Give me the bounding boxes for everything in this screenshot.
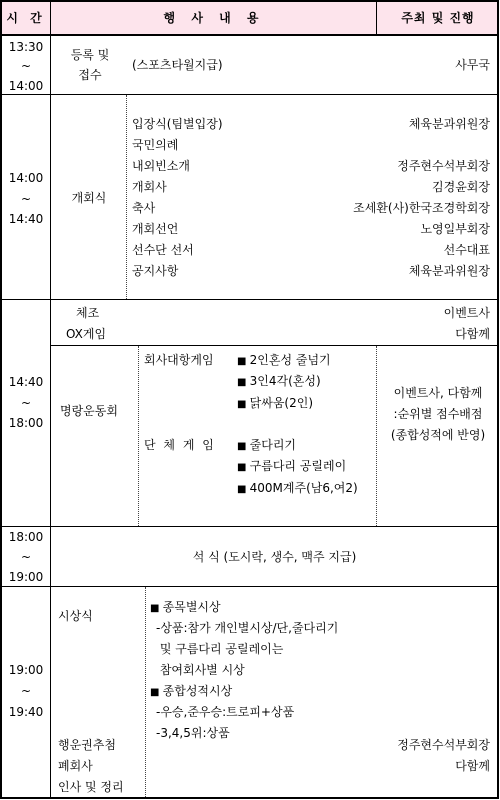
meal-time-start: 18:00 (8, 530, 44, 544)
team-event: ■ 줄다리기 (237, 438, 296, 454)
open-item: 국민의례 (132, 138, 179, 152)
sports-top-item: OX게임 (66, 327, 107, 341)
open-item-host: 선수대표 (443, 243, 490, 257)
open-time-sep: ~ (20, 192, 32, 206)
sports-divider-left (138, 346, 139, 526)
open-item: 개회선언 (132, 222, 179, 236)
col-time-divider (50, 0, 51, 799)
reg-host: 사무국 (455, 58, 490, 72)
sports-time-start: 14:40 (8, 375, 44, 389)
sports-host-2: :순위별 점수배점 (393, 407, 483, 421)
sports-top-host: 이벤트사 (443, 306, 490, 320)
company-game-label: 회사대항게임 (144, 353, 214, 367)
sports-divider-right (376, 346, 377, 526)
sports-top-item: 체조 (76, 306, 100, 320)
award-line: -상품:참가 개인별시상/단,줄다리기 (156, 621, 339, 635)
award-line: ■ 종목별시상 (150, 600, 221, 616)
open-label: 개회식 (71, 191, 107, 205)
cleanup-label: 인사 및 정리 (58, 780, 124, 794)
opening-divider (126, 95, 127, 299)
reg-label-1: 등록 및 (70, 48, 110, 62)
border-bottom (0, 797, 499, 799)
line-row1 (0, 94, 499, 95)
meal-time-sep: ~ (20, 550, 32, 564)
sports-time-end: 18:00 (8, 416, 44, 430)
team-event: ■ 400M계주(남6,여2) (237, 481, 358, 497)
header-time: 시 간 (6, 11, 46, 25)
close-time-start: 19:00 (8, 663, 44, 677)
open-item: 선수단 선서 (132, 243, 194, 257)
award-line: 및 구름다리 공릴레이는 (156, 642, 284, 656)
header-host: 주최 및 진행 (401, 11, 475, 25)
award-line: -3,4,5위:상품 (156, 726, 230, 740)
closing-speech-host: 다함께 (455, 759, 490, 773)
meal-text: 석 식 (도시락, 생수, 맥주 지급) (192, 550, 357, 564)
reg-time-sep: ~ (20, 59, 32, 73)
border-right (497, 0, 499, 799)
award-line: ■ 종합성적시상 (150, 684, 232, 700)
open-item-host: 체육분과위원장 (408, 117, 490, 131)
open-item: 입장식(팀별입장) (132, 117, 223, 131)
open-item: 내외빈소개 (132, 159, 190, 173)
award-line: -우승,준우승:트로피+상품 (156, 705, 295, 719)
line-sports-sub (50, 345, 499, 346)
open-item-host: 김경윤회장 (432, 180, 490, 194)
reg-time-end: 14:00 (8, 79, 44, 93)
sports-host-3: (종합성적에 반영) (390, 428, 486, 442)
lottery-label: 행운권추첨 (58, 738, 116, 752)
col-host-divider-header (376, 0, 377, 35)
sports-top-host: 다함께 (455, 327, 490, 341)
company-event: ■ 2인혼성 줄넘기 (237, 353, 331, 369)
sports-time-sep: ~ (20, 396, 32, 410)
border-top (0, 0, 499, 2)
lottery-host: 정주현수석부회장 (397, 738, 490, 752)
line-row3 (0, 526, 499, 527)
company-event: ■ 닭싸움(2인) (237, 396, 313, 412)
reg-label-2: 접수 (78, 68, 102, 82)
reg-time-start: 13:30 (8, 40, 44, 54)
closing-speech-label: 폐회사 (58, 759, 93, 773)
line-header (0, 34, 499, 36)
company-event: ■ 3인4각(혼성) (237, 374, 321, 390)
open-item: 축사 (132, 201, 156, 215)
open-item-host: 정주현수석부회장 (397, 159, 490, 173)
open-item-host: 조세환(사)한국조경학회장 (353, 201, 490, 215)
open-item-host: 노영일부회장 (420, 222, 490, 236)
sports-host-1: 이벤트사, 다함께 (393, 386, 483, 400)
award-line: 참여회사별 시상 (156, 663, 245, 677)
team-event: ■ 구름다리 공릴레이 (237, 459, 346, 475)
closing-divider (145, 587, 146, 797)
line-row4 (0, 586, 499, 587)
open-item-host: 체육분과위원장 (408, 264, 490, 278)
sports-label: 명랑운동회 (60, 404, 118, 418)
line-row2 (0, 299, 499, 300)
open-item: 개회사 (132, 180, 167, 194)
open-time-start: 14:00 (8, 171, 44, 185)
team-game-label: 단 체 게 임 (144, 438, 216, 452)
award-label: 시상식 (58, 609, 93, 623)
meal-time-end: 19:00 (8, 570, 44, 584)
header-content: 행 사 내 용 (163, 11, 265, 25)
open-item: 공지사항 (132, 264, 179, 278)
close-time-sep: ~ (20, 684, 32, 698)
reg-detail: (스포츠타월지급) (132, 58, 223, 72)
open-time-end: 14:40 (8, 212, 44, 226)
close-time-end: 19:40 (8, 705, 44, 719)
